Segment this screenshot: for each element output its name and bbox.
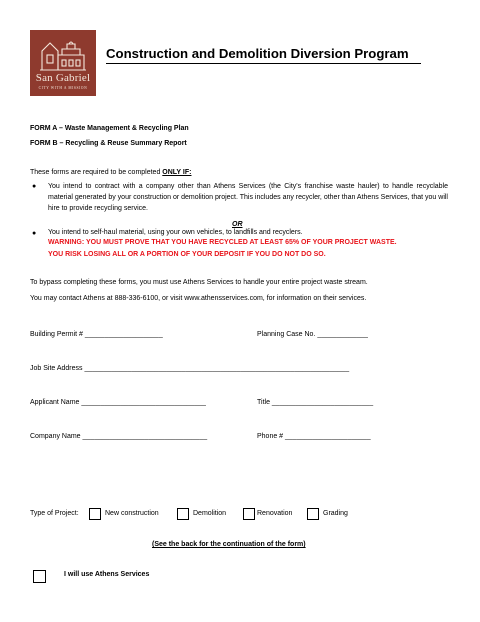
athens-services-label: I will use Athens Services <box>64 571 150 578</box>
project-type-label: Type of Project: <box>30 510 79 517</box>
planning-case-field[interactable]: Planning Case No. _____________ <box>257 331 368 338</box>
contact-text: You may contact Athens at 888-336-6100, or visit www.athensservices.com, for information on their services. <box>30 295 367 302</box>
intro-emphasis: ONLY IF: <box>162 169 192 176</box>
bullet-dot: ● <box>32 230 37 237</box>
new-construction-label: New construction <box>105 510 159 517</box>
renovation-checkbox[interactable] <box>243 508 255 520</box>
warning-recycle-65: WARNING: YOU MUST PROVE THAT YOU HAVE RECYCLED AT LEAST 65% OF YOUR PROJECT WASTE. <box>48 239 397 246</box>
back-continuation-note: (See the back for the continuation of the form) <box>152 541 306 548</box>
logo-tagline: CITY WITH A MISSION <box>38 86 88 90</box>
form-b-label: FORM B – Recycling & Reuse Summary Report <box>30 140 187 147</box>
intro-text <box>30 168 191 178</box>
bullet-self-haul: You intend to self-haul material, using your own vehicles, to landfills and recyclers. <box>48 229 303 236</box>
title-underline <box>106 63 421 64</box>
demolition-label: Demolition <box>193 510 227 517</box>
intro-lead: These forms are required to be completed <box>30 169 163 176</box>
bullet-dot: ● <box>32 183 37 190</box>
athens-services-checkbox[interactable] <box>33 570 46 583</box>
mission-building-icon <box>38 37 88 71</box>
form-a-label: FORM A – Waste Management & Recycling Plan <box>30 125 189 132</box>
demolition-checkbox[interactable] <box>177 508 189 520</box>
company-name-field[interactable]: Company Name ________________________________ <box>30 433 208 440</box>
title-field[interactable]: Title __________________________ <box>257 399 374 406</box>
grading-checkbox[interactable] <box>307 508 319 520</box>
new-construction-checkbox[interactable] <box>89 508 101 520</box>
bypass-text: To bypass completing these forms, you must use Athens Services to handle your entire project waste stream. <box>30 279 368 286</box>
or-separator: OR <box>232 221 243 228</box>
bullet-contractor: You intend to contract with a company other than Athens Services (the City's franchise waste hauler) to handle recyclable material generated by your construction or demolition project. This includes any recycler, other than Athens Services, that you will hire to provide recycling service. <box>48 183 448 213</box>
grading-label: Grading <box>323 510 348 517</box>
page-title: Construction and Demolition Diversion Program <box>106 46 409 61</box>
applicant-name-field[interactable]: Applicant Name ________________________________ <box>30 399 206 406</box>
logo-city-name: San Gabriel <box>35 72 91 84</box>
san-gabriel-logo <box>30 30 96 96</box>
renovation-label: Renovation <box>257 510 293 517</box>
warning-deposit: YOU RISK LOSING ALL OR A PORTION OF YOUR DEPOSIT IF YOU DO NOT DO SO. <box>48 251 326 258</box>
building-permit-field[interactable]: Building Permit # ____________________ <box>30 331 163 338</box>
job-site-address-field[interactable]: Job Site Address ____________________________________________________________________ <box>30 365 350 372</box>
phone-field[interactable]: Phone # ______________________ <box>257 433 371 440</box>
